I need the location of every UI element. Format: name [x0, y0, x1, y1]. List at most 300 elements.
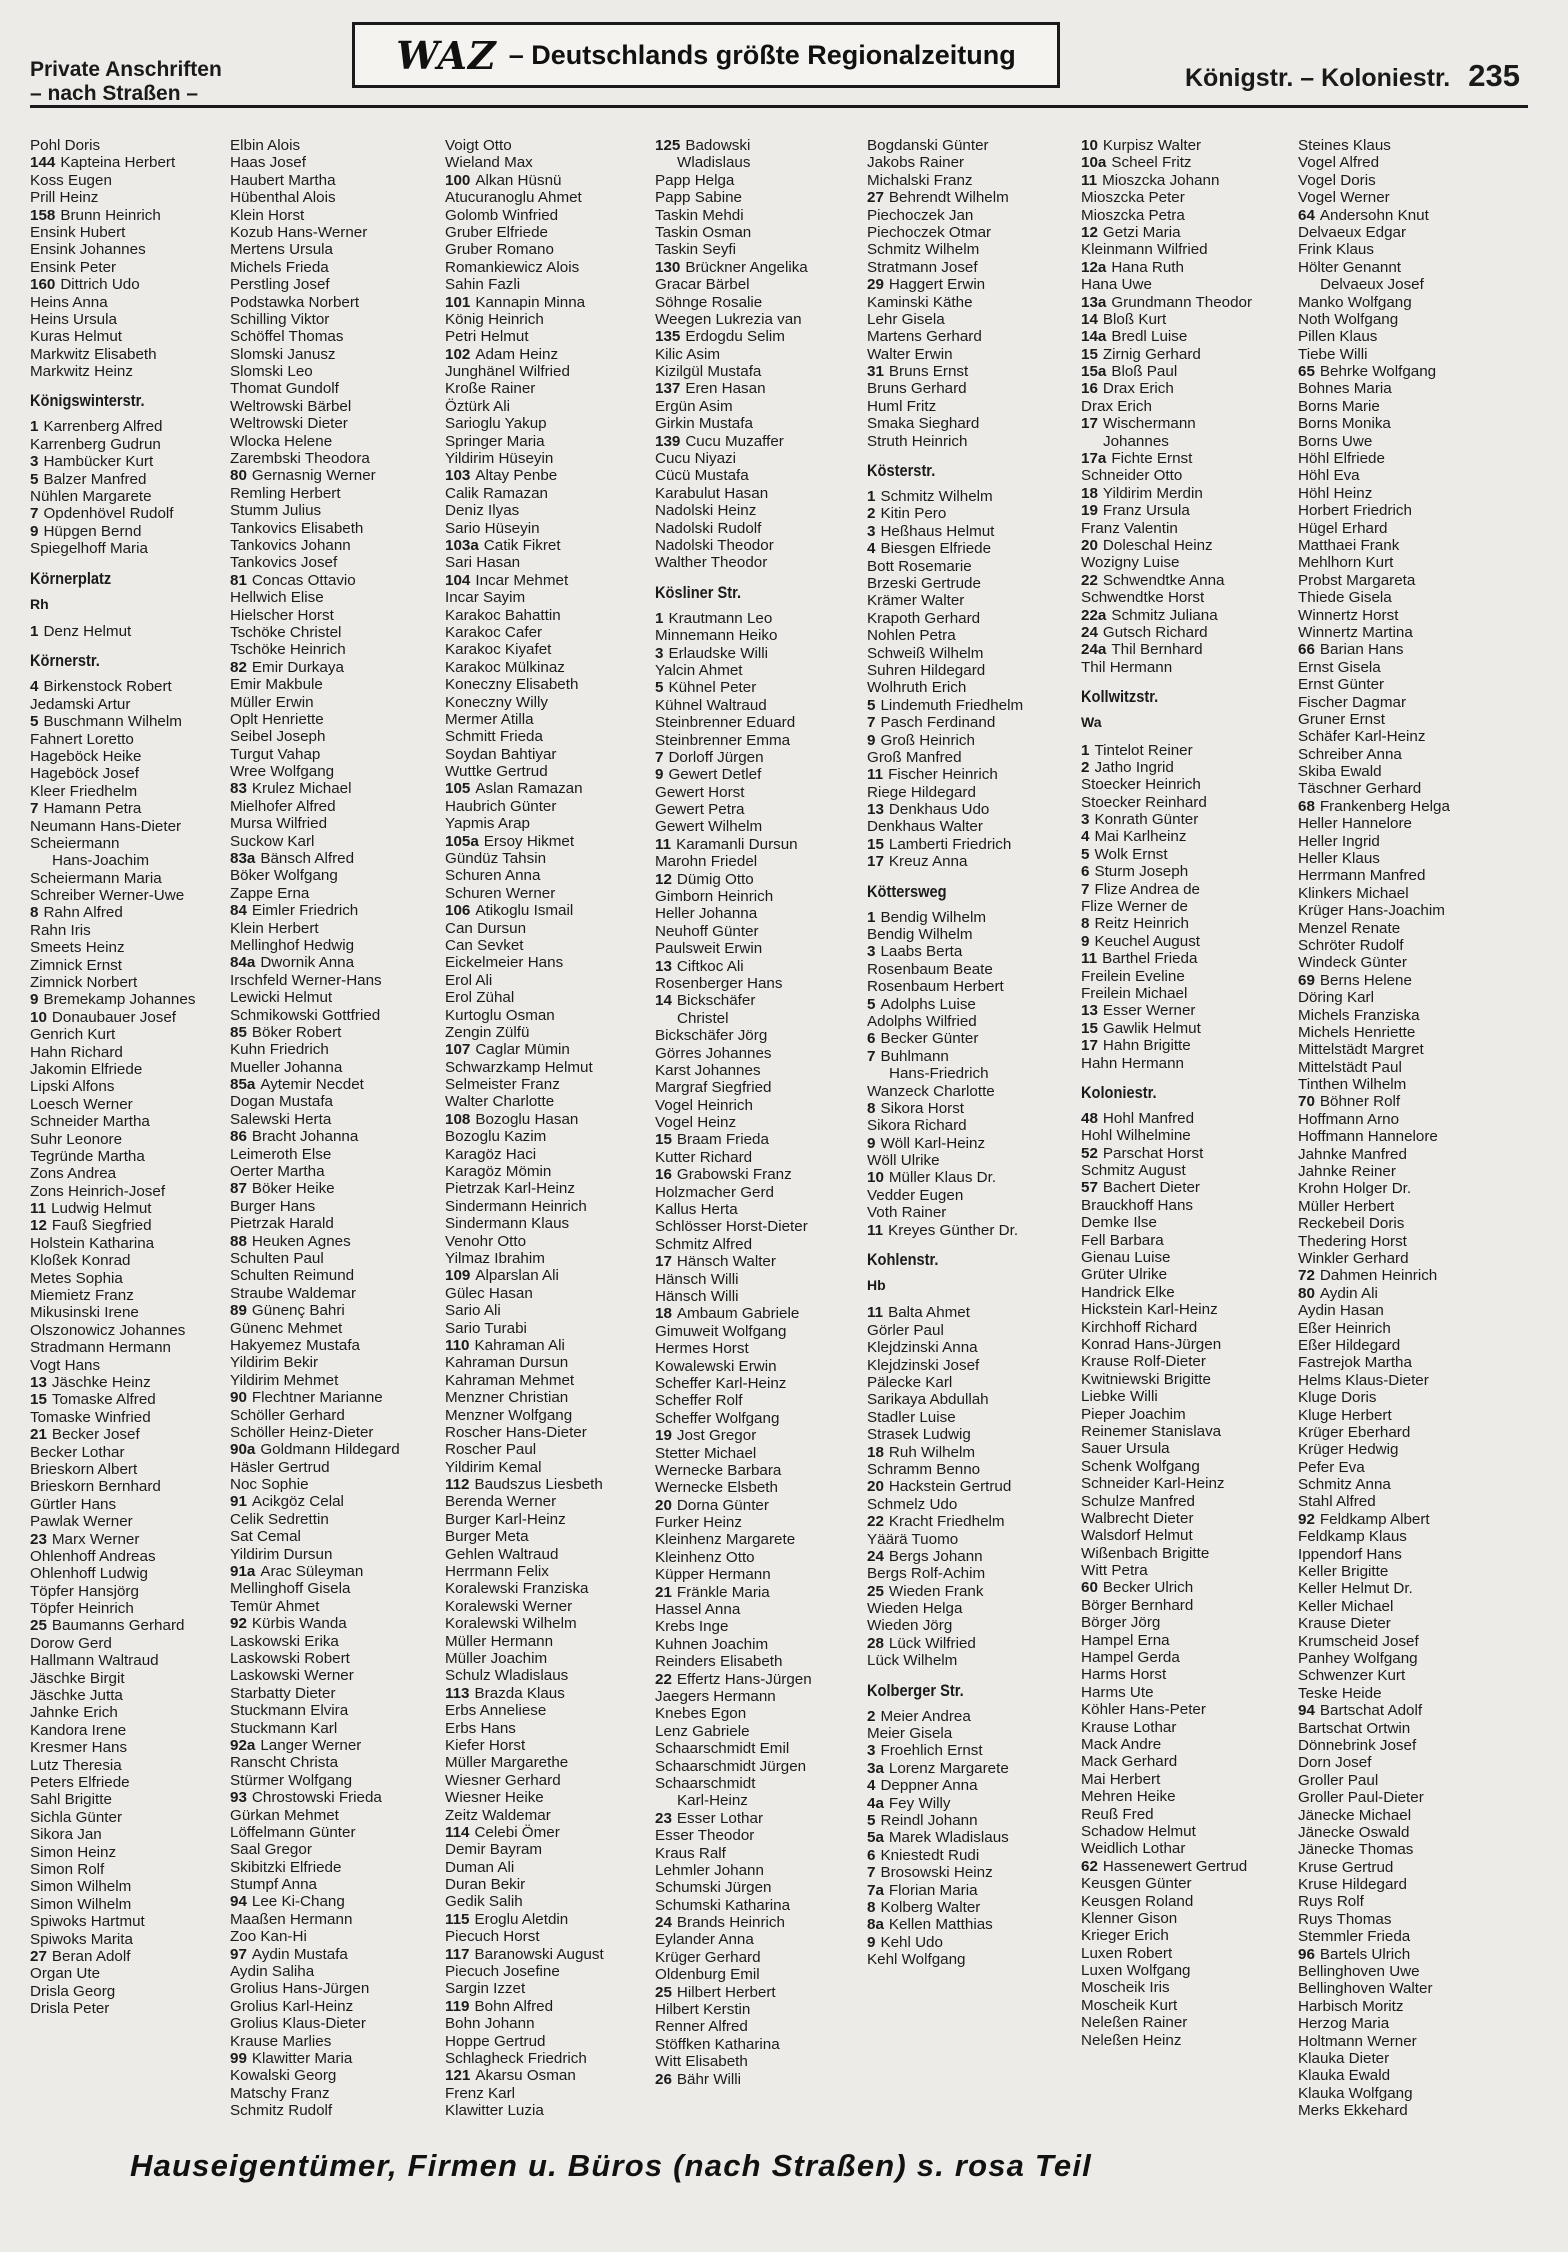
- house-number: 119: [445, 1997, 470, 2015]
- resident-entry: [30, 731, 230, 748]
- resident-entry: [867, 137, 1081, 154]
- resident-name: Suhren Hildegard: [867, 661, 986, 679]
- resident-name: Tomaske Alfred: [51, 1391, 156, 1409]
- resident-entry: [867, 1882, 1081, 1899]
- house-number: 60: [1081, 1579, 1098, 1597]
- resident-entry: [1298, 1511, 1540, 1528]
- house-number: 9: [1081, 932, 1090, 950]
- street-heading: Koloniestr.: [1081, 1082, 1157, 1102]
- resident-entry: [1298, 241, 1540, 258]
- house-number: 7: [867, 1047, 876, 1065]
- resident-name: Drax Erich: [1081, 397, 1152, 415]
- resident-entry: [1081, 380, 1298, 397]
- resident-entry: [30, 294, 230, 311]
- resident-entry: [230, 1111, 445, 1128]
- resident-entry: [655, 1358, 867, 1375]
- resident-entry: [1081, 294, 1298, 311]
- resident-name: Margraf Siegfried: [655, 1079, 772, 1097]
- resident-entry: [655, 2053, 867, 2070]
- resident-name: Weltrowski Bärbel: [230, 397, 352, 415]
- resident-name: Slomski Leo: [230, 363, 313, 381]
- resident-entry: [655, 554, 867, 571]
- resident-name: Johannes: [1103, 432, 1169, 450]
- house-number: 20: [1081, 536, 1098, 554]
- resident-entry: [655, 1288, 867, 1305]
- resident-entry: [230, 224, 445, 241]
- resident-entry: [655, 1531, 867, 1548]
- resident-entry: [655, 1966, 867, 1983]
- resident-name: Hageböck Josef: [30, 765, 139, 783]
- house-number: 82: [230, 658, 247, 676]
- resident-name: Thomat Gundolf: [230, 380, 339, 398]
- resident-name: Struth Heinrich: [867, 432, 968, 450]
- resident-name: Fell Barbara: [1081, 1231, 1164, 1249]
- resident-name: Mermer Atilla: [445, 710, 534, 728]
- resident-name: Schuren Anna: [445, 867, 541, 885]
- resident-entry: [867, 311, 1081, 328]
- resident-entry: [445, 1928, 655, 1945]
- resident-entry: [230, 1528, 445, 1545]
- resident-entry: [867, 943, 1081, 960]
- house-number: 2: [867, 505, 876, 523]
- resident-entry: [655, 923, 867, 940]
- resident-entry: [1298, 485, 1540, 502]
- resident-entry: [655, 1010, 867, 1027]
- resident-entry: [655, 1601, 867, 1618]
- resident-entry: [445, 1285, 655, 1302]
- resident-entry: [1081, 1597, 1298, 1614]
- resident-entry: [1298, 920, 1540, 937]
- house-number: 90: [230, 1389, 247, 1407]
- resident-name: Eylander Anna: [655, 1931, 754, 1949]
- resident-entry: [1081, 398, 1298, 415]
- resident-name: Holtmann Werner: [1298, 2032, 1417, 2050]
- resident-name: Burger Karl-Heinz: [445, 1510, 566, 1528]
- house-number: 135: [655, 328, 681, 346]
- resident-name: Kuras Helmut: [30, 328, 123, 346]
- resident-name: Wieden Frank: [888, 1582, 984, 1600]
- house-number: 15: [1081, 345, 1098, 363]
- resident-entry: [445, 850, 655, 867]
- resident-name: Klejdzinski Josef: [867, 1356, 980, 1374]
- resident-name: Concas Ottavio: [251, 571, 356, 589]
- resident-name: Lipski Alfons: [30, 1078, 115, 1096]
- resident-entry: [230, 607, 445, 624]
- resident-name: Krapoth Gerhard: [867, 609, 981, 627]
- house-number: 5: [30, 713, 39, 731]
- resident-entry: [445, 1093, 655, 1110]
- resident-entry: [230, 676, 445, 693]
- resident-entry: [230, 346, 445, 363]
- resident-entry: [655, 1931, 867, 1948]
- resident-name: Biesgen Elfriede: [880, 540, 992, 558]
- resident-entry: [1081, 1527, 1298, 1544]
- house-number: 1: [30, 622, 39, 640]
- resident-name: Klenner Gison: [1081, 1909, 1178, 1927]
- resident-name: Duman Ali: [445, 1858, 515, 1876]
- resident-entry: [230, 833, 445, 850]
- resident-name: Yildirim Kemal: [445, 1458, 542, 1476]
- resident-name: Lindemuth Friedhelm: [880, 696, 1024, 714]
- resident-entry: [1298, 798, 1540, 815]
- house-number: 52: [1081, 1144, 1098, 1162]
- resident-entry: [445, 1476, 655, 1493]
- resident-name: Chrostowski Frieda: [251, 1789, 382, 1807]
- resident-entry: [1081, 1458, 1298, 1475]
- resident-entry: [1081, 1840, 1298, 1857]
- resident-name: Opdenhövel Rudolf: [43, 505, 174, 523]
- house-number: 17: [867, 853, 884, 871]
- resident-name: Yilmaz Ibrahim: [445, 1250, 545, 1267]
- resident-name: Tankovics Josef: [230, 554, 338, 572]
- house-number: 11: [1081, 171, 1098, 189]
- resident-name: Schwendtke Horst: [1081, 589, 1205, 607]
- resident-entry: [445, 502, 655, 519]
- resident-name: Zeitz Waldemar: [445, 1806, 551, 1824]
- resident-name: Kehl Wolfgang: [867, 1951, 966, 1969]
- resident-entry: [445, 1059, 655, 1076]
- house-number: 11: [1081, 950, 1098, 968]
- resident-entry: [655, 1097, 867, 1114]
- resident-entry: [230, 937, 445, 954]
- resident-entry: [867, 189, 1081, 206]
- house-number: 114: [445, 1823, 470, 1841]
- resident-entry: [230, 415, 445, 432]
- resident-name: Remling Herbert: [230, 484, 341, 502]
- resident-entry: [867, 961, 1081, 978]
- resident-entry: [445, 1215, 655, 1232]
- resident-name: Gewert Wilhelm: [655, 818, 763, 836]
- resident-entry: [1298, 1354, 1540, 1371]
- resident-entry: [445, 937, 655, 954]
- resident-name: Renner Alfred: [655, 2018, 748, 2036]
- resident-name: Koneczny Willy: [445, 693, 548, 711]
- resident-entry: [867, 1742, 1081, 1759]
- house-number: 121: [445, 2067, 471, 2085]
- resident-name: Hügel Erhard: [1298, 519, 1388, 537]
- resident-name: Bänsch Alfred: [260, 850, 355, 868]
- resident-name: Adolphs Luise: [880, 995, 976, 1013]
- resident-name: Fey Willy: [888, 1794, 951, 1812]
- resident-entry: [30, 1617, 230, 1634]
- resident-name: Fahnert Loretto: [30, 730, 134, 748]
- house-number: 2: [1081, 758, 1090, 776]
- resident-entry: [230, 867, 445, 884]
- resident-name: Dönnebrink Josef: [1298, 1736, 1417, 1754]
- resident-entry: [445, 1876, 655, 1893]
- resident-entry: [1298, 1024, 1540, 1041]
- resident-name: Yildirim Mehmet: [230, 1371, 339, 1389]
- resident-entry: [1081, 1037, 1298, 1054]
- resident-entry: [867, 172, 1081, 189]
- house-number: 8: [867, 1099, 876, 1117]
- house-number: 72: [1298, 1267, 1315, 1285]
- resident-name: Hölter Genannt: [1298, 258, 1401, 276]
- resident-entry: [1081, 915, 1298, 932]
- resident-name: Donaubauer Josef: [51, 1008, 177, 1026]
- resident-name: Zimnick Ernst: [30, 956, 122, 974]
- house-number: 9: [30, 991, 39, 1009]
- resident-name: Heins Anna: [30, 293, 108, 311]
- resident-entry: [655, 1497, 867, 1514]
- resident-name: Sargin Izzet: [445, 1980, 526, 1998]
- resident-entry: [445, 1633, 655, 1650]
- house-number: 8: [867, 1898, 876, 1916]
- resident-name: Jost Gregor: [676, 1427, 757, 1445]
- resident-entry: [1298, 311, 1540, 328]
- resident-entry: [445, 1893, 655, 1910]
- resident-entry: [30, 453, 230, 470]
- resident-entry: [230, 572, 445, 589]
- resident-name: Kuhn Friedrich: [230, 1041, 329, 1059]
- resident-entry: [445, 433, 655, 450]
- resident-entry: [30, 1670, 230, 1687]
- resident-name: Selmeister Franz: [445, 1076, 560, 1094]
- resident-name: Gruner Ernst: [1298, 710, 1385, 728]
- resident-name: Klejdzinski Anna: [867, 1339, 978, 1357]
- resident-name: Kleer Friedhelm: [30, 782, 138, 800]
- resident-name: Wlocka Helene: [230, 432, 333, 450]
- house-number: 108: [445, 1110, 471, 1128]
- resident-entry: [655, 1775, 867, 1792]
- resident-entry: [655, 1636, 867, 1653]
- resident-name: Grabowski Franz: [676, 1166, 792, 1184]
- house-number: 110: [445, 1336, 470, 1354]
- resident-name: Bogdanski Günter: [867, 137, 989, 154]
- resident-entry: [867, 1708, 1081, 1725]
- resident-name: Klauka Wolfgang: [1298, 2084, 1413, 2102]
- resident-name: Holstein Katharina: [30, 1234, 155, 1252]
- resident-name: Witt Petra: [1081, 1562, 1148, 1580]
- resident-name: Brieskorn Albert: [30, 1460, 138, 1478]
- resident-entry: [445, 207, 655, 224]
- resident-entry: [445, 641, 655, 658]
- resident-name: Grolius Karl-Heinz: [230, 1997, 354, 2015]
- resident-entry: [1298, 815, 1540, 832]
- house-number: 64: [1298, 206, 1315, 224]
- resident-name: Lehr Gisela: [867, 310, 945, 328]
- resident-entry: [1081, 276, 1298, 293]
- house-number: 10: [867, 1169, 884, 1187]
- resident-entry: [230, 380, 445, 397]
- resident-name: Bachert Dieter: [1102, 1179, 1200, 1197]
- resident-name: Döring Karl: [1298, 989, 1374, 1007]
- resident-entry: [445, 1459, 655, 1476]
- house-number: 80: [1298, 1284, 1315, 1302]
- resident-name: Haubrich Günter: [445, 797, 557, 815]
- resident-name: Dorow Gerd: [30, 1634, 112, 1652]
- resident-entry: [30, 1026, 230, 1043]
- resident-entry: [445, 1807, 655, 1824]
- resident-entry: [30, 1878, 230, 1895]
- resident-name: Steines Klaus: [1298, 137, 1391, 154]
- resident-entry: [230, 398, 445, 415]
- resident-name: Bozoglu Kazim: [445, 1128, 547, 1146]
- resident-entry: [230, 1963, 445, 1980]
- resident-entry: [30, 1861, 230, 1878]
- resident-entry: [655, 1514, 867, 1531]
- resident-name: Söhnge Rosalie: [655, 293, 763, 311]
- street-range: Königstr. – Koloniestr.: [1184, 64, 1451, 92]
- resident-name: Schreiber Werner-Uwe: [30, 887, 185, 905]
- resident-name: Görler Paul: [867, 1321, 944, 1339]
- resident-entry: [30, 800, 230, 817]
- resident-entry: [445, 607, 655, 624]
- resident-name: Piecuch Horst: [445, 1928, 540, 1946]
- resident-entry: [445, 972, 655, 989]
- resident-entry: [867, 749, 1081, 766]
- street-heading: Kohlenstr.: [867, 1250, 939, 1270]
- resident-name: Reitz Heinrich: [1094, 915, 1189, 933]
- resident-entry: [230, 1320, 445, 1337]
- resident-entry: [655, 1410, 867, 1427]
- resident-entry: [867, 732, 1081, 749]
- resident-entry: [1298, 1737, 1540, 1754]
- resident-name: Höhl Heinz: [1298, 484, 1373, 502]
- resident-entry: [230, 189, 445, 206]
- resident-name: Harms Horst: [1081, 1666, 1167, 1684]
- resident-entry: [445, 728, 655, 745]
- resident-entry: [30, 1096, 230, 1113]
- resident-name: Sturm Joseph: [1094, 863, 1189, 881]
- resident-entry: [445, 1389, 655, 1406]
- resident-entry: [1298, 589, 1540, 606]
- resident-entry: [655, 1149, 867, 1166]
- resident-name: Mehlhorn Kurt: [1298, 554, 1394, 572]
- house-number: 13: [867, 801, 884, 819]
- resident-name: Vedder Eugen: [867, 1186, 964, 1204]
- resident-entry: [445, 1111, 655, 1128]
- resident-entry: [445, 1198, 655, 1215]
- resident-name: Horbert Friedrich: [1298, 502, 1412, 520]
- resident-entry: [867, 380, 1081, 397]
- house-number: 101: [445, 293, 471, 311]
- resident-entry: [1081, 659, 1298, 676]
- resident-name: Zarembski Theodora: [230, 450, 370, 468]
- resident-entry: [230, 1824, 445, 1841]
- resident-name: Vogel Heinz: [655, 1114, 737, 1132]
- resident-entry: [655, 992, 867, 1009]
- resident-name: Florian Maria: [888, 1881, 978, 1899]
- house-number: 92: [1298, 1510, 1315, 1528]
- resident-name: Scheiermann Maria: [30, 869, 162, 887]
- resident-entry: [445, 467, 655, 484]
- resident-entry: [1081, 1214, 1298, 1231]
- resident-entry: [30, 1044, 230, 1061]
- resident-entry: [445, 1076, 655, 1093]
- resident-name: Mielhofer Alfred: [230, 797, 336, 815]
- resident-entry: [445, 1615, 655, 1632]
- resident-entry: [30, 224, 230, 241]
- resident-entry: [655, 1479, 867, 1496]
- resident-name: Barian Hans: [1319, 641, 1404, 659]
- resident-name: Koralewski Franziska: [445, 1580, 589, 1598]
- house-number: 130: [655, 258, 681, 276]
- resident-name: Bendig Wilhelm: [867, 926, 973, 944]
- resident-name: Eimler Friedrich: [251, 902, 359, 920]
- resident-name: Groß Heinrich: [880, 731, 975, 749]
- resident-name: Kizilgül Mustafa: [655, 363, 762, 381]
- house-number: 80: [230, 467, 247, 485]
- resident-entry: [655, 1862, 867, 1879]
- house-number: 15a: [1081, 363, 1107, 381]
- resident-entry: [230, 1093, 445, 1110]
- resident-name: Walter Erwin: [867, 345, 953, 363]
- resident-name: Podstawka Norbert: [230, 293, 360, 311]
- resident-entry: [230, 1250, 445, 1267]
- resident-name: Lamberti Friedrich: [888, 835, 1012, 853]
- resident-entry: [230, 363, 445, 380]
- resident-entry: [30, 1374, 230, 1391]
- resident-name: Günenç Bahri: [251, 1302, 345, 1320]
- resident-name: Pefer Eva: [1298, 1458, 1365, 1476]
- resident-name: König Heinrich: [445, 310, 544, 328]
- resident-name: Karakoc Cafer: [445, 623, 543, 641]
- resident-name: Berns Helene: [1319, 971, 1412, 989]
- resident-name: Celebi Ömer: [474, 1823, 560, 1841]
- resident-name: Höhl Eva: [1298, 467, 1360, 485]
- resident-name: Markwitz Elisabeth: [30, 345, 157, 363]
- resident-entry: [445, 1946, 655, 1963]
- resident-name: Zoo Kan-Hi: [230, 1928, 307, 1946]
- resident-name: Wuttke Gertrud: [445, 763, 548, 781]
- resident-name: Grundmann Theodor: [1111, 293, 1253, 311]
- resident-name: Kreuz Anna: [888, 853, 968, 871]
- resident-name: Stuckmann Elvira: [230, 1702, 349, 1720]
- resident-name: Öztürk Ali: [445, 397, 510, 415]
- resident-entry: [867, 1478, 1081, 1495]
- house-number: 24: [655, 1914, 672, 1932]
- resident-entry: [1298, 1285, 1540, 1302]
- resident-name: Hageböck Heike: [30, 747, 142, 765]
- resident-entry: [230, 885, 445, 902]
- resident-entry: [445, 485, 655, 502]
- resident-entry: [445, 1998, 655, 2015]
- resident-name: Hana Ruth: [1111, 258, 1184, 276]
- resident-name: Pawlak Werner: [30, 1513, 133, 1531]
- resident-entry: [30, 154, 230, 171]
- resident-name: Tschöke Heinrich: [230, 641, 346, 659]
- resident-entry: [230, 589, 445, 606]
- resident-name: Zimnick Norbert: [30, 974, 138, 992]
- resident-name: Feldkamp Klaus: [1298, 1528, 1407, 1546]
- resident-name: Steinbrenner Emma: [655, 731, 791, 749]
- resident-entry: [867, 1864, 1081, 1881]
- resident-name: Kühnel Peter: [668, 679, 757, 697]
- resident-entry: [445, 537, 655, 554]
- resident-entry: [867, 1513, 1081, 1530]
- resident-entry: [30, 1478, 230, 1495]
- resident-name: Mittelstädt Margret: [1298, 1041, 1424, 1059]
- resident-name: Stürmer Wolfgang: [230, 1771, 353, 1789]
- resident-entry: [30, 540, 230, 557]
- resident-entry: [655, 1566, 867, 1583]
- resident-name: Fischer Dagmar: [1298, 693, 1407, 711]
- resident-name: Menzner Christian: [445, 1389, 569, 1407]
- resident-entry: [445, 328, 655, 345]
- resident-name: Bellinghoven Walter: [1298, 1980, 1433, 1998]
- directory-column-5: [867, 137, 1081, 2127]
- resident-name: Denkhaus Udo: [888, 801, 990, 819]
- resident-name: Eßer Heinrich: [1298, 1319, 1391, 1337]
- resident-entry: [445, 1354, 655, 1371]
- resident-entry: [655, 415, 867, 432]
- resident-name: Catik Fikret: [483, 536, 561, 554]
- house-number: 16: [655, 1166, 672, 1184]
- resident-entry: [230, 954, 445, 971]
- resident-entry: [30, 137, 230, 154]
- resident-entry: [867, 592, 1081, 609]
